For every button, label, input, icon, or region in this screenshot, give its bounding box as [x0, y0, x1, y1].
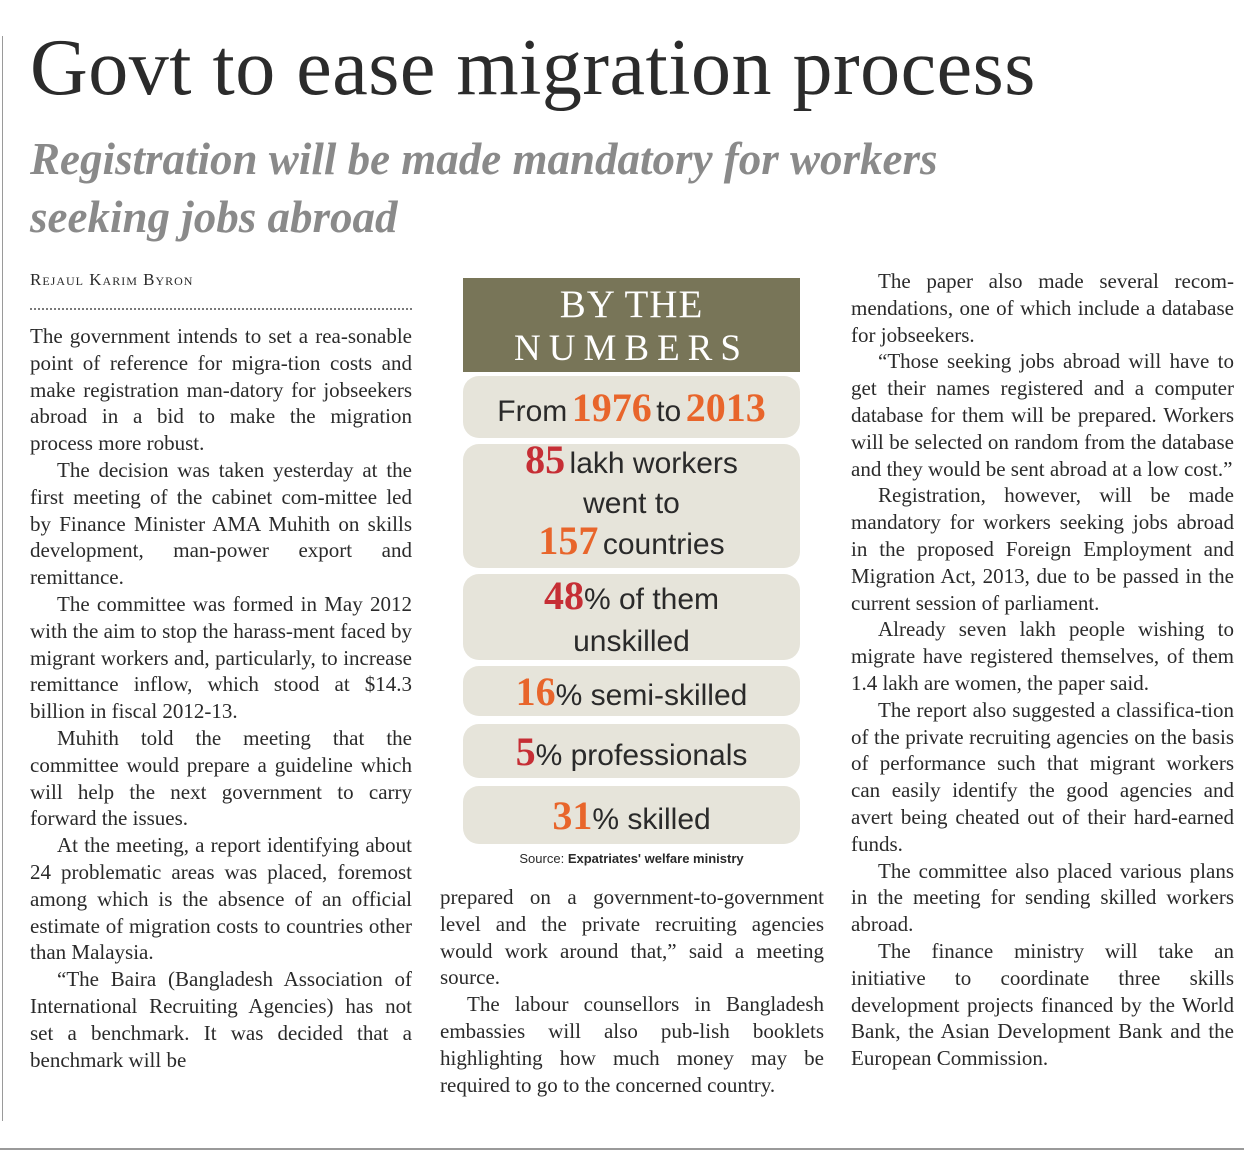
- stat-period: [463, 376, 800, 438]
- box-title-line2: NUMBERS: [514, 328, 749, 369]
- period-mid: to: [656, 394, 682, 428]
- paragraph: The finance ministry will take an initiative to coordinate three skills development projects financed by the World Bank, the Asian Development Bank and the European Commission.: [851, 938, 1234, 1071]
- body-column-2: [440, 884, 824, 1098]
- semi-skilled-text: % semi-skilled: [555, 678, 748, 712]
- period-start: 1976: [571, 384, 652, 430]
- workers-count: 85: [525, 437, 566, 482]
- paragraph: The committee was formed in May 2012 with the aim to stop the harass-ment faced by migrant workers and, particularly, to increase remittance inflow, which stood at $14.3 billion in fiscal 2012-13.: [30, 591, 412, 724]
- bottom-rule: [0, 1148, 1244, 1150]
- workers-unit: lakh workers: [569, 447, 738, 480]
- skilled-percent: 31: [552, 792, 593, 838]
- professionals-percent: 5: [515, 728, 536, 774]
- headline: Govt to ease migration process: [30, 24, 1036, 112]
- byline: Rejaul Karim Byron: [30, 270, 194, 289]
- source-credit: [463, 851, 800, 866]
- paragraph: “The Baira (Bangladesh Association of International Recruiting Agencies) has not set a benchmark. It was decided that a benchmark will be: [30, 967, 412, 1072]
- by-the-numbers-box: [463, 278, 800, 838]
- paragraph: Already seven lakh people wishing to migrate have registered themselves, of them 1.4 lakh are women, the paper said.: [851, 617, 1234, 695]
- body-column-1: [30, 323, 412, 1073]
- stat-workers: [463, 437, 800, 568]
- paragraph: At the meeting, a report identifying about 24 problematic areas was placed, foremost among which is the absence of an official estimate of migration costs to countries other than Malaysia.: [30, 833, 412, 965]
- paragraph: The report also suggested a classifica-tion of the private recruiting agencies on the basis of performance such that migrant workers can easily identify the good agencies and avert being cheated out of their hard-earned funds.: [851, 697, 1234, 856]
- unskilled-text: % of them: [583, 582, 720, 616]
- body-column-3: [851, 268, 1234, 1072]
- box-header: [463, 278, 800, 372]
- subheadline: Registration will be made mandatory for workers seeking jobs abroad: [30, 134, 938, 242]
- paragraph: prepared on a government-to-government level and the private recruiting agencies would work around that,” said a meeting source.: [440, 885, 824, 990]
- paragraph: “Those seeking jobs abroad will have to get their names registered and a computer database for them will be prepared. Workers will be selected on random from the database and they would be sent abroad at a low cost.”: [851, 349, 1234, 481]
- countries-text: countries: [602, 528, 725, 561]
- byline-divider: [30, 308, 412, 310]
- paragraph: The labour counsellors in Bangladesh embassies will also pub-lish booklets highlighting how much money may be required to go to the concerned country.: [440, 992, 824, 1097]
- workers-went-to: went to: [583, 487, 680, 520]
- paragraph: The committee also placed various plans in the meeting for sending skilled workers abroad.: [851, 858, 1234, 937]
- paragraph: Muhith told the meeting that the committee would prepare a guideline which will help the next government to carry forward the issues.: [30, 725, 412, 831]
- paragraph: Registration, however, will be made mandatory for workers seeking jobs abroad in the proposed Foreign Employment and Migration Act, 2013, due to be passed in the current session of parliament.: [851, 483, 1234, 615]
- unskilled-percent: 48: [543, 572, 584, 618]
- box-title-line1: BY THE: [559, 283, 704, 326]
- source-value: Expatriates' welfare ministry: [567, 851, 744, 866]
- source-label: Source:: [519, 851, 565, 866]
- semi-skilled-percent: 16: [515, 668, 556, 714]
- paragraph: The decision was taken yesterday at the first meeting of the cabinet com-mittee led by Finance Minister AMA Muhith on skills development, man-power export and remittance.: [30, 457, 412, 590]
- paragraph: The government intends to set a rea-sonable point of reference for migra-tion costs and make registration man-datory for jobseekers abroad in a bid to make the migration process more robust.: [30, 324, 412, 456]
- stat-semi-skilled: [463, 666, 800, 716]
- stat-unskilled: [463, 574, 800, 660]
- paragraph: The paper also made several recom-mendations, one of which include a database for jobseekers.: [851, 269, 1234, 347]
- unskilled-text2: unskilled: [573, 624, 690, 658]
- left-column-rule: [2, 36, 3, 1121]
- skilled-text: % skilled: [592, 802, 711, 836]
- period-prefix: From: [497, 394, 568, 428]
- stat-professionals: [463, 724, 800, 778]
- professionals-text: % professionals: [535, 738, 748, 772]
- period-end: 2013: [685, 384, 766, 430]
- countries-count: 157: [538, 518, 599, 563]
- stat-skilled: [463, 786, 800, 844]
